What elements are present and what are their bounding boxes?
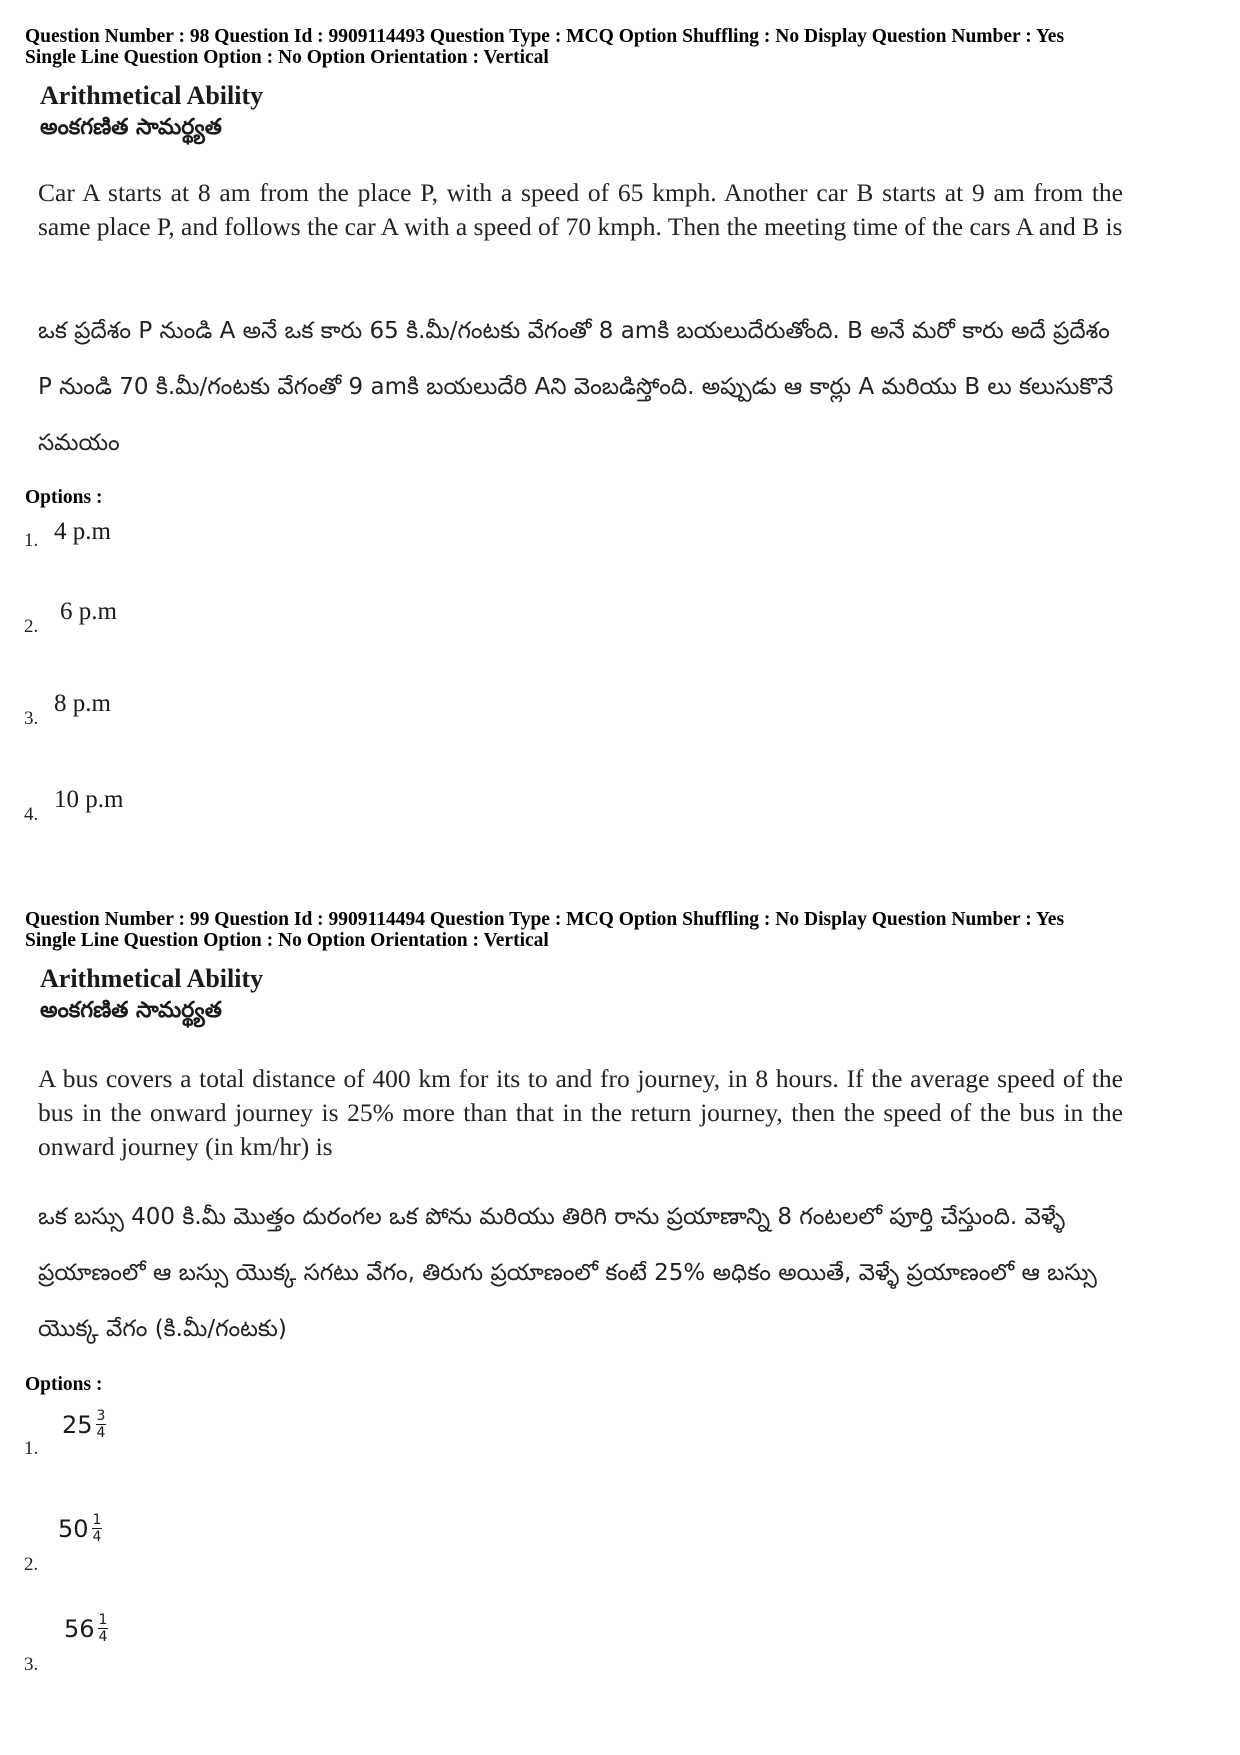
fraction-numerator: 1 <box>98 1612 108 1628</box>
question-98-option-4[interactable] <box>0 786 400 846</box>
question-98-text-english: Car A starts at 8 am from the place P, with a speed of 65 kmph. Another car B starts at 9 am from the same place P, and follows the car A with a speed of 70 kmph. Then the meeting time of the cars A and B is <box>38 178 1123 241</box>
option-text: 6 p.m <box>60 598 117 625</box>
question-98-option-2[interactable] <box>0 598 400 658</box>
question-99-text-telugu: ఒక బస్సు 400 కి.మీ మొత్తం దురంగల ఒక పోను మరియు తిరిగి రాను ప్రయాణాన్ని 8 గంటలలో పూర్తి చేస్తుంది. వెళ్ళే ప్రయాణంలో ఆ బస్సు యొక్క సగటు వేగం, తిరుగు ప్రయాణంలో కంటే 25% అధికం అయితే, వెళ్ళే ప్రయాణంలో ఆ బస్సు యొక్క వేగం (కి.మీ/గంటకు) <box>38 1204 1097 1342</box>
question-98-subject <box>40 80 263 144</box>
question-98-text-telugu: ఒక ప్రదేశం P నుండి A అనే ఒక కారు 65 కి.మీ/గంటకు వేగంతో 8 amకి బయలుదేరుతోంది. B అనే మరో కారు అదే ప్రదేశం P నుండి 70 కి.మీ/గంటకు వేగంతో 9 amకి బయలుదేరి Aని వెంబడిస్తోంది. అప్పుడు ఆ కార్లు A మరియు B లు కలుసుకొనే సమయం <box>38 318 1114 456</box>
option-number: 4. <box>24 804 39 825</box>
option-number: 1. <box>24 530 39 551</box>
option-number: 3. <box>24 1654 39 1675</box>
option-number: 2. <box>24 1554 39 1575</box>
subject-english: Arithmetical Ability <box>40 964 264 993</box>
fraction-numerator: 3 <box>96 1408 106 1424</box>
fraction-whole: 56 <box>64 1614 95 1643</box>
fraction-whole: 25 <box>62 1410 93 1439</box>
question-98-option-3[interactable] <box>0 690 400 750</box>
option-fraction <box>62 1408 106 1441</box>
question-98-option-1[interactable] <box>0 518 400 578</box>
subject-english: Arithmetical Ability <box>40 81 264 110</box>
option-fraction <box>64 1612 108 1645</box>
fraction-part <box>98 1612 109 1645</box>
fraction-denominator: 4 <box>96 1425 106 1441</box>
meta-line-2: Single Line Question Option : No Option Orientation : Vertical <box>25 930 549 951</box>
subject-telugu: అంకగణిత సామర్థ్యత <box>40 115 222 140</box>
question-99-option-3[interactable] <box>0 1612 400 1675</box>
question-99-options-label: Options : <box>25 1374 103 1395</box>
option-number: 2. <box>24 616 39 637</box>
fraction-denominator: 4 <box>98 1629 108 1645</box>
fraction-part <box>92 1512 103 1545</box>
question-99-option-1[interactable] <box>0 1408 400 1468</box>
option-text: 10 p.m <box>54 786 124 813</box>
question-99-subject <box>40 963 263 1027</box>
meta-line-1: Question Number : 98 Question Id : 9909114493 Question Type : MCQ Option Shuffling : No Display Question Number : Yes <box>25 26 1065 47</box>
option-text: 4 p.m <box>54 518 111 545</box>
option-number: 3. <box>24 708 39 729</box>
meta-line-2: Single Line Question Option : No Option Orientation : Vertical <box>25 47 549 68</box>
question-99-option-2[interactable] <box>0 1512 400 1575</box>
question-99-text-english: A bus covers a total distance of 400 km for its to and fro journey, in 8 hours. If the average speed of the bus in the onward journey is 25% more than that in the return journey, then the speed of the bus in the onward journey (in km/hr) is <box>38 1064 1123 1161</box>
fraction-whole: 50 <box>58 1514 89 1543</box>
meta-line-1: Question Number : 99 Question Id : 9909114494 Question Type : MCQ Option Shuffling : No Display Question Number : Yes <box>25 909 1065 930</box>
question-99-meta <box>25 909 1064 951</box>
question-98-options-label: Options : <box>25 487 103 508</box>
option-number: 1. <box>24 1438 39 1459</box>
fraction-denominator: 4 <box>92 1529 102 1545</box>
option-text: 8 p.m <box>54 690 111 717</box>
fraction-numerator: 1 <box>92 1512 102 1528</box>
option-fraction <box>58 1512 102 1545</box>
fraction-part <box>96 1408 107 1441</box>
question-98-meta <box>25 26 1064 68</box>
subject-telugu: అంకగణిత సామర్థ్యత <box>40 998 222 1023</box>
